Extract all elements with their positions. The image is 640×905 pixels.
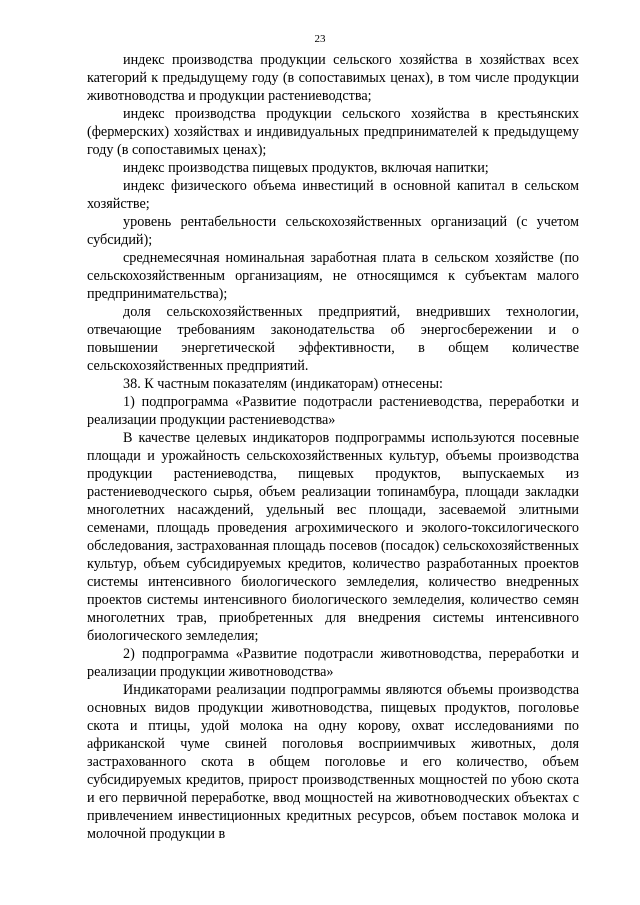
section-heading: 38. К частным показателям (индикаторам) отнесены: bbox=[123, 376, 443, 392]
paragraph: уровень рентабельности сельскохозяйственных организаций (с учетом субсидий); bbox=[87, 214, 579, 248]
paragraph: индекс производства продукции сельского хозяйства в крестьянских (фермерских) хозяйствах и индивидуальных предпринимателей к предыдущему году (в сопоставимых ценах); bbox=[87, 106, 579, 158]
paragraph: В качестве целевых индикаторов подпрограммы используются посевные площади и урожайность сельскохозяйственных культур, объемы производства продукции растениеводства, пищевых продуктов, выпускаемых из растениеводческого сырья, объем реализации топинамбура, площади закладки многолетних насаждений, удельный вес площади, засеваемой элитными семенами, площадь проведения агрохимического и эколого-токсилогического обследования, застрахованная площадь посевов (посадок) сельскохозяйственных культур, объем субсидируемых кредитов, количество разработанных проектов системы интенсивного биологического земледелия, количество внедренных проектов системы интенсивного биологического земледелия, количество семян многолетних трав, приобретенных для внедрения системы интенсивного биологического земледелия; bbox=[87, 430, 579, 644]
paragraph: индекс производства пищевых продуктов, включая напитки; bbox=[123, 160, 489, 176]
paragraph: индекс физического объема инвестиций в основной капитал в сельском хозяйстве; bbox=[87, 178, 579, 212]
document-body bbox=[87, 51, 579, 843]
paragraph: среднемесячная номинальная заработная плата в сельском хозяйстве (по сельскохозяйственным организациям, не относящимся к субъектам малого предпринимательства); bbox=[87, 250, 579, 302]
paragraph: доля сельскохозяйственных предприятий, внедривших технологии, отвечающие требованиям законодательства об энергосбережении и о повышении энергетической эффективности, в общем количестве сельскохозяйственных предприятий. bbox=[87, 304, 579, 374]
paragraph: индекс производства продукции сельского хозяйства в хозяйствах всех категорий к предыдущему году (в сопоставимых ценах), в том числе продукции животноводства и продукции растениеводства; bbox=[87, 52, 579, 104]
page-number: 23 bbox=[314, 33, 326, 45]
subprogram-heading: 2) подпрограмма «Развитие подотрасли животноводства, переработки и реализации продукции животноводства» bbox=[87, 646, 579, 680]
subprogram-heading: 1) подпрограмма «Развитие подотрасли растениеводства, переработки и реализации продукции растениеводства» bbox=[87, 394, 579, 428]
paragraph: Индикаторами реализации подпрограммы являются объемы производства основных видов продукции животноводства, пищевых продуктов, поголовье скота и птицы, удой молока на одну корову, охват исследованиями по африканской чуме свиней поголовья восприимчивых животных, доля застрахованного скота в общем поголовье и его количество, объем субсидируемых кредитов, прирост производственных мощностей по убою скота и его первичной переработке, ввод мощностей на животноводческих объектах с привлечением инвестиционных кредитных ресурсов, объем поставок молока и молочной продукции в bbox=[87, 682, 579, 842]
